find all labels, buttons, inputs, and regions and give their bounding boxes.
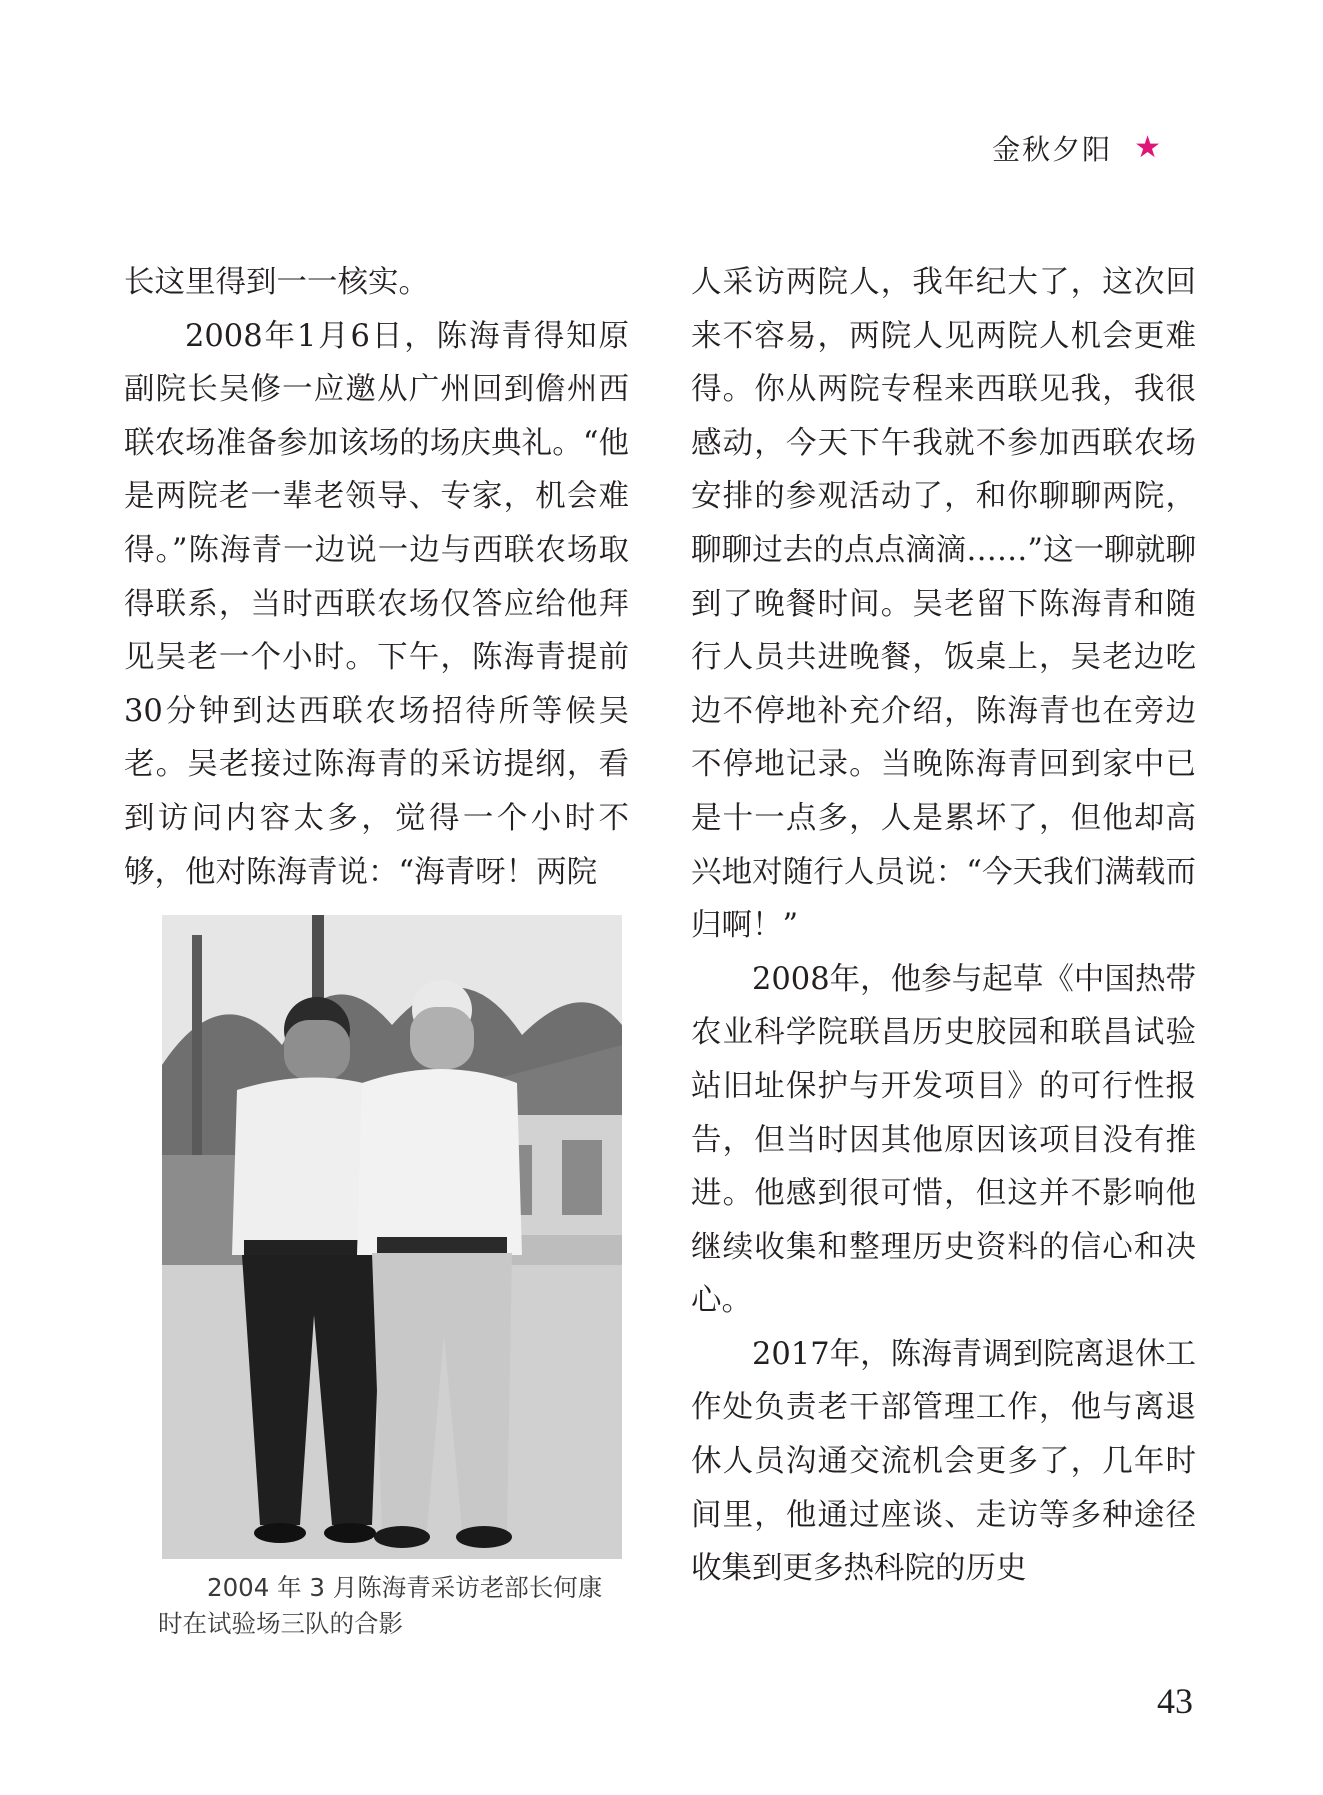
right-column — [691, 256, 1196, 1596]
page-number: 43 — [1157, 1681, 1193, 1721]
photo-illustration — [162, 915, 622, 1559]
caption-line: 2004 年 3 月陈海青采访老部长何康 — [207, 1573, 603, 1602]
paragraph: 长这里得到一一核实。 — [124, 265, 429, 300]
paragraph: 2008年，他参与起草《中国热带农业科学院联昌历史胶园和联昌试验站旧址保护与开发项目》的可行性报告，但当时因其他原因该项目没有推进。他感到很可惜，但这并不影响他继续收集和整理历史资料的信心和决心。 — [691, 961, 1196, 1319]
star-icon: ★ — [1134, 130, 1163, 165]
running-header — [992, 128, 1163, 168]
section-title: 金秋夕阳 — [992, 133, 1113, 166]
paragraph: 2008年1月6日，陈海青得知原副院长吴修一应邀从广州回到儋州西联农场准备参加该场的场庆典礼。“他是两院老一辈老领导、专家，机会难得。”陈海青一边说一边与西联农场取得联系，当时西联农场仅答应给他拜见吴老一个小时。下午，陈海青提前30分钟到达西联农场招待所等候吴老。吴老接过陈海青的采访提纲，看到访问内容太多，觉得一个小时不够，他对陈海青说：“海青呀！两院 — [124, 318, 629, 890]
left-column — [124, 256, 629, 899]
paragraph: 2017年，陈海青调到院离退休工作处负责老干部管理工作，他与离退休人员沟通交流机会更多了，几年时间里，他通过座谈、走访等多种途径收集到更多热科院的历史 — [691, 1336, 1196, 1587]
caption-line: 时在试验场三队的合影 — [158, 1609, 403, 1638]
photo — [162, 915, 622, 1559]
photo-caption — [158, 1570, 628, 1642]
paragraph: 人采访两院人，我年纪大了，这次回来不容易，两院人见两院人机会更难得。你从两院专程来西联见我，我很感动，今天下午我就不参加西联农场安排的参观活动了，和你聊聊两院，聊聊过去的点点滴滴……”这一聊就聊到了晚餐时间。吴老留下陈海青和随行人员共进晚餐，饭桌上，吴老边吃边不停地补充介绍，陈海青也在旁边不停地记录。当晚陈海青回到家中已是十一点多，人是累坏了，但他却高兴地对随行人员说：“今天我们满载而归啊！” — [691, 265, 1196, 944]
